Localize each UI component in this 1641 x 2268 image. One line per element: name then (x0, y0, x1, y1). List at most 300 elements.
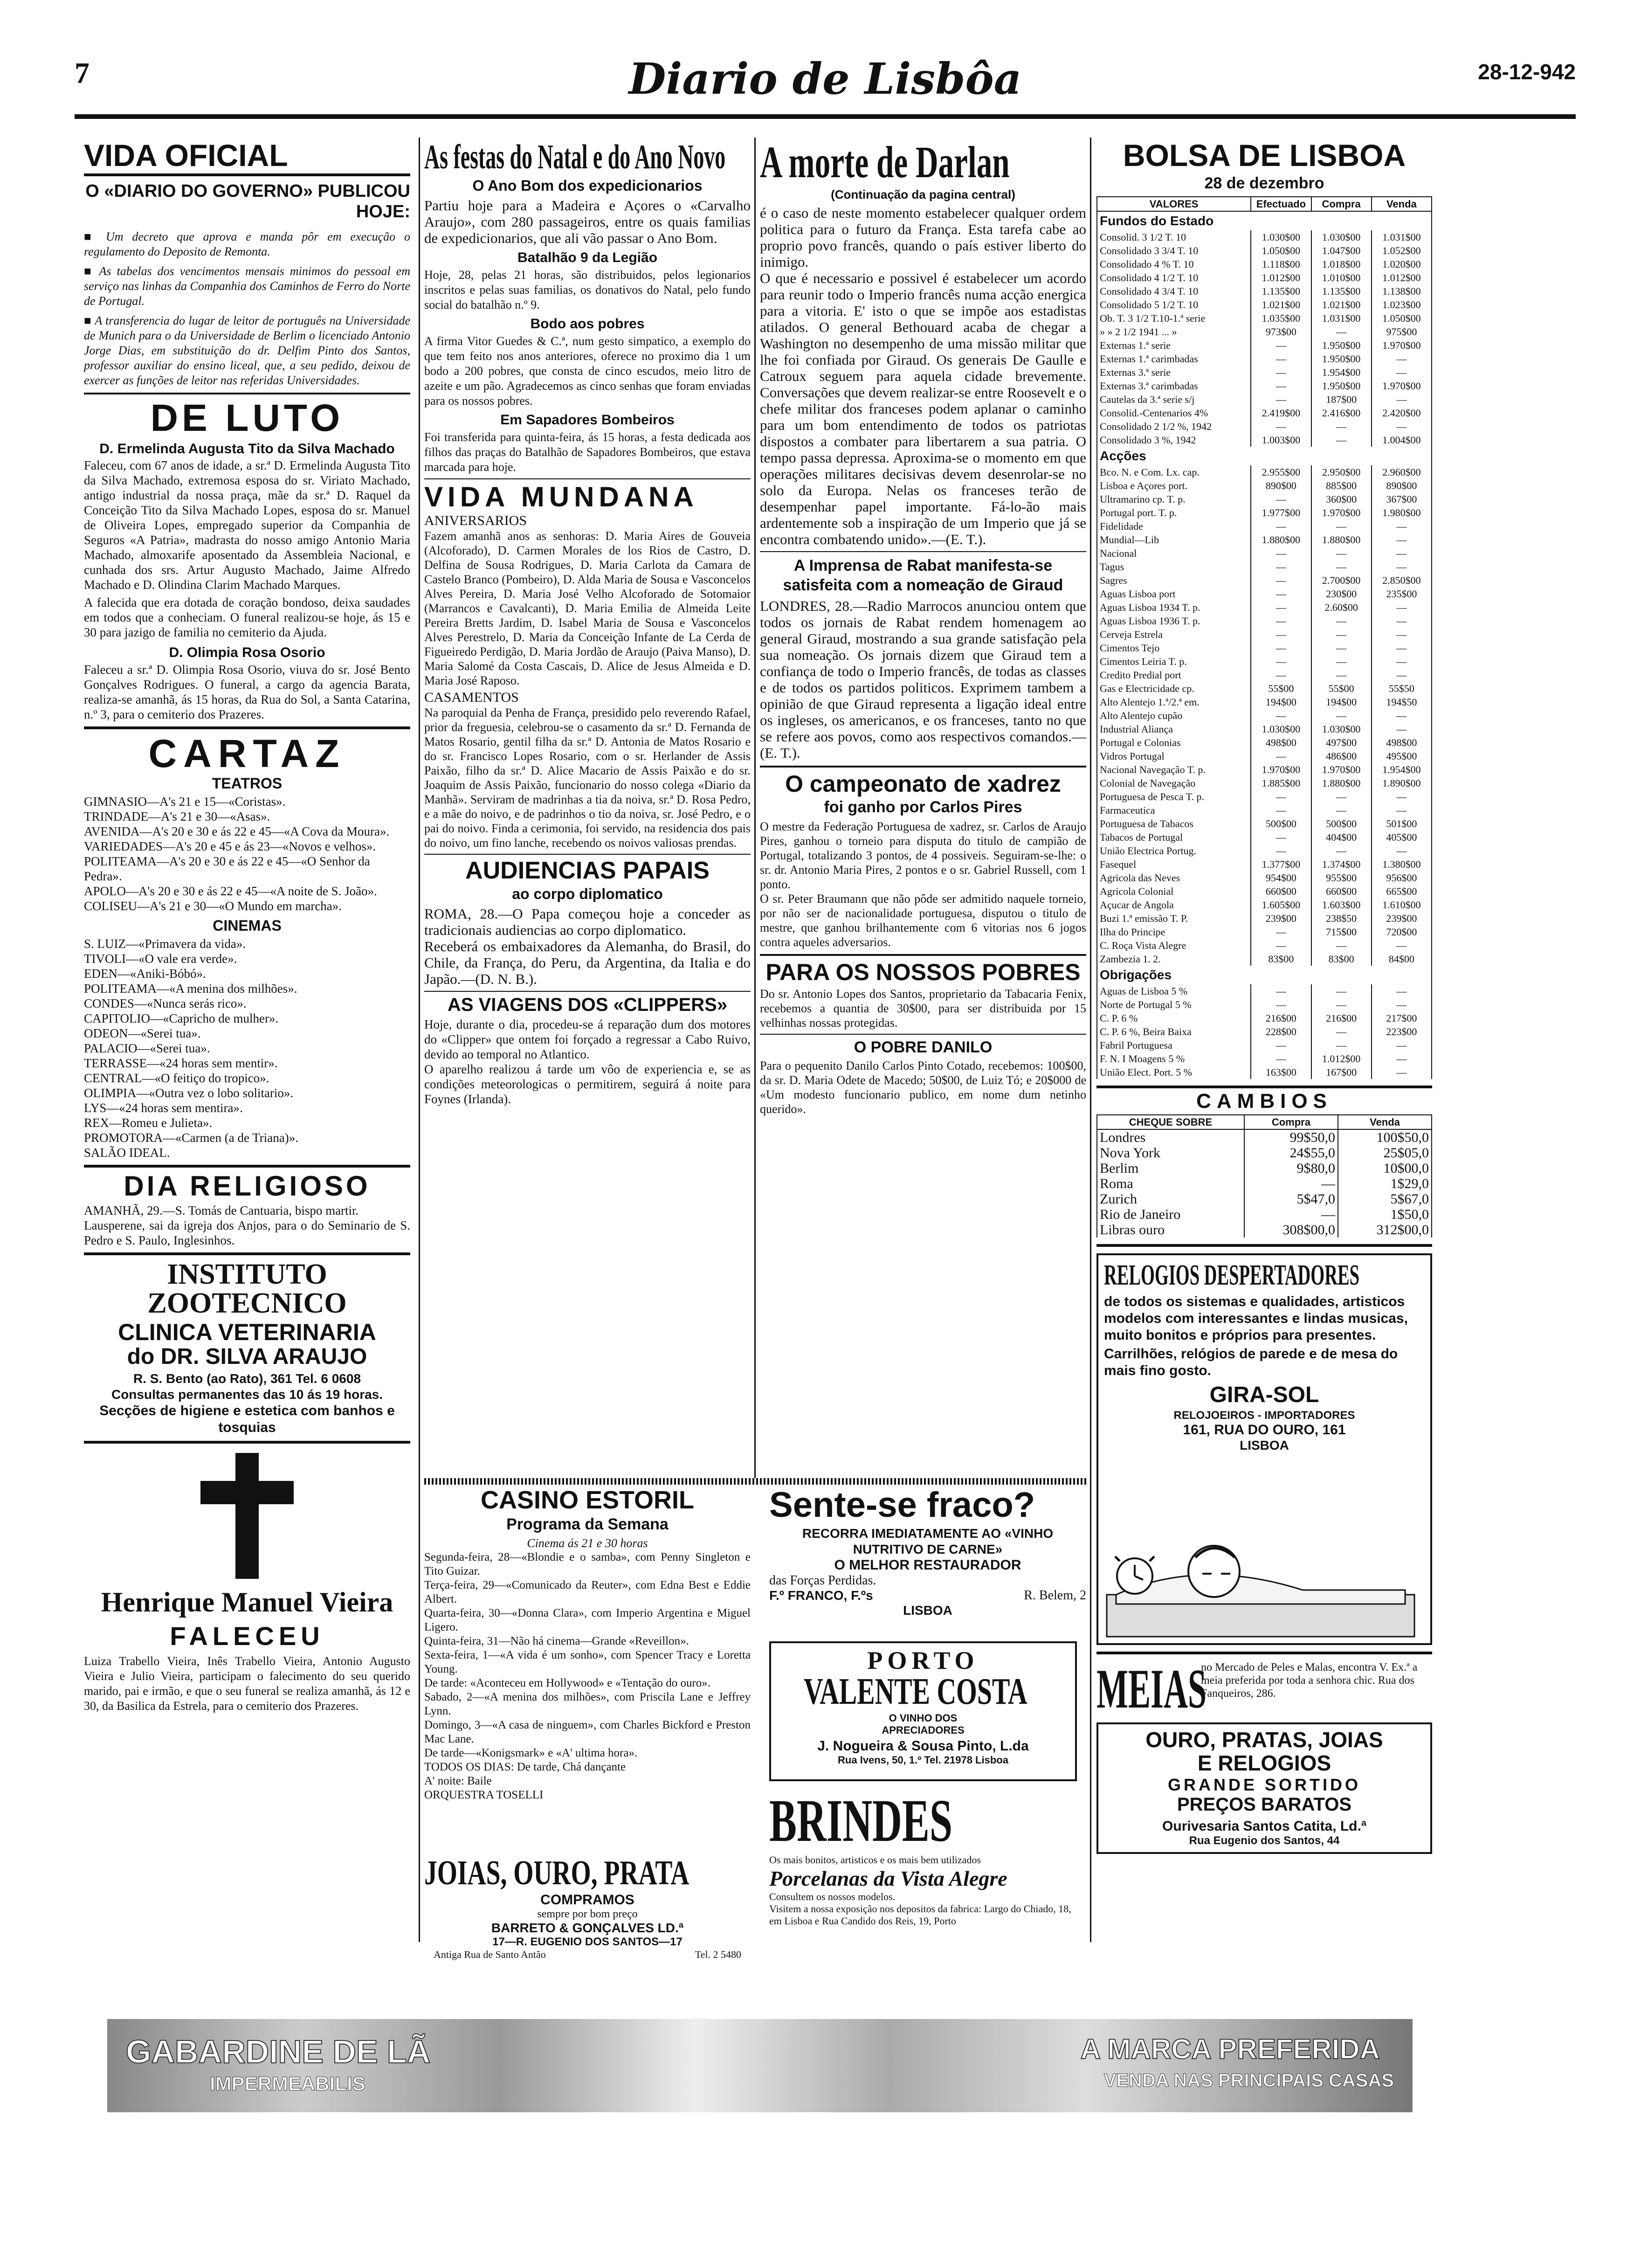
table-row (1097, 844, 1432, 857)
table-row (1097, 682, 1432, 695)
security-name: Nacional Navegação T. p. (1097, 763, 1251, 776)
price-cell: 55$00 (1251, 682, 1311, 695)
list-item: AVENIDA—A's 20 e 30 e ás 22 e 45—«A Cova da Moura». (84, 824, 390, 838)
rate-cell: 5$47,0 (1244, 1191, 1338, 1207)
ouro-ad (1096, 1722, 1432, 1854)
table-row (1097, 379, 1432, 393)
security-name: Tabacos de Portugal (1097, 830, 1251, 844)
table-row (1097, 479, 1432, 492)
newspaper-title: Diario de Lisbôa (628, 54, 1022, 104)
price-cell: 223$00 (1372, 1025, 1432, 1038)
rate-cell: 308$00,0 (1244, 1222, 1338, 1238)
price-cell: — (1372, 519, 1432, 533)
security-name: Consolidado 2 1/2 %, 1942 (1097, 420, 1251, 433)
price-cell: — (1251, 925, 1311, 939)
banner-text: VENDA NAS PRINCIPAIS CASAS (1103, 2070, 1394, 2091)
obituary-name: D. Ermelinda Augusta Tito da Silva Machado (99, 441, 395, 456)
price-cell: 1.970$00 (1372, 339, 1432, 352)
column-header: Compra (1244, 1115, 1338, 1129)
issue-date: 28-12-942 (1478, 60, 1576, 84)
price-cell: — (1251, 519, 1311, 533)
price-cell: — (1311, 1025, 1372, 1038)
security-name: Fidelidade (1097, 519, 1251, 533)
brindes-ad (769, 1787, 1086, 1949)
body-text: O mestre da Federação Portuguesa de xadrez, sr. Carlos de Araujo Pires, ganhou o torneio para disputa do titulo de campião de Portugal, totalizando 3 pontos, de 4 possiveis. Seguiram-se-lhe: o sr. dr. Antonio Maria Pires, 2 pontos e o sr. Gabriel Russell, com 1 ponto. (760, 820, 1086, 891)
body-text: O sr. Peter Braumann que não pôde ser admitido naquele torneio, por não ser de nacionalidade portuguesa, disputou o titulo de mestre, que ganhou brilhantemente com 6 vitorias nos 6 jogos contra aqueles adversarios. (760, 892, 1086, 949)
table-row (1097, 898, 1432, 912)
price-cell: 1.021$00 (1251, 298, 1311, 311)
table-row (1097, 803, 1432, 817)
price-cell: — (1372, 1038, 1432, 1052)
security-name: Alto Alentejo 1.ª/2.ª em. (1097, 695, 1251, 709)
section-subtitle: Em Sapadores Bombeiros (500, 412, 675, 428)
column-header: CHEQUE SOBRE (1097, 1115, 1244, 1129)
sleeping-man-illustration (1107, 1520, 1414, 1637)
list-item: Quinta-feira, 31—Não há cinema—Grande «Reveillon». (424, 1635, 689, 1647)
table-row (1097, 871, 1432, 885)
table-row (1097, 492, 1432, 506)
price-cell: — (1251, 830, 1311, 844)
price-cell: — (1311, 614, 1372, 628)
xadrez-section (760, 772, 1086, 949)
list-item: ■ Um decreto que aprova e manda pôr em execução o regulamento do Deposito de Remonta. (84, 230, 410, 258)
price-cell: — (1251, 749, 1311, 763)
table-row (1097, 284, 1432, 298)
security-name: Aguas Lisboa 1934 T. p. (1097, 601, 1251, 614)
price-cell: 1.020$00 (1372, 257, 1432, 271)
security-name: Consolidado 5 1/2 T. 10 (1097, 298, 1251, 311)
price-cell: — (1372, 546, 1432, 560)
price-cell: 194$50 (1372, 695, 1432, 709)
ad-address (769, 1588, 1086, 1603)
table-row (1097, 244, 1432, 257)
list-item: CENTRAL—«O feitiço do tropico». (84, 1071, 269, 1085)
price-cell: 890$00 (1251, 479, 1311, 492)
price-cell: 216$00 (1251, 1011, 1311, 1025)
security-name: Portugal e Colonias (1097, 736, 1251, 749)
price-cell: 955$00 (1311, 871, 1372, 885)
subheading: ANIVERSARIOS (424, 513, 527, 528)
price-cell: 1.030$00 (1311, 230, 1372, 244)
price-cell: — (1251, 614, 1311, 628)
price-cell: 885$00 (1311, 479, 1372, 492)
darlan-section (760, 137, 1086, 547)
ad-title: JOIAS, OURO, PRATA (424, 1854, 689, 1892)
price-cell: 1.970$00 (1311, 506, 1372, 519)
table-row (1097, 857, 1432, 871)
price-cell: 1.030$00 (1251, 722, 1311, 736)
section-title: A morte de Darlan (760, 137, 1010, 187)
column-divider (754, 138, 756, 1480)
vida-oficial-section (84, 140, 410, 388)
price-cell: 1.605$00 (1251, 898, 1311, 912)
section-subtitle: Bodo aos pobres (530, 316, 645, 332)
section-title: BOLSA DE LISBOA (1123, 138, 1406, 173)
bolsa-table (1096, 196, 1432, 1079)
table-row (1097, 817, 1432, 830)
security-name: Industrial Aliança (1097, 722, 1251, 736)
price-cell: 1.012$00 (1372, 271, 1432, 284)
price-cell: — (1372, 984, 1432, 998)
price-cell: — (1311, 325, 1372, 339)
ad-line: Consultas permanentes das 10 ás 19 horas. (111, 1387, 383, 1402)
price-cell: — (1372, 352, 1432, 366)
price-cell: — (1251, 352, 1311, 366)
price-cell: 1.377$00 (1251, 857, 1311, 871)
price-cell: — (1251, 803, 1311, 817)
price-cell: 1.012$00 (1311, 1052, 1372, 1065)
table-row (1097, 506, 1432, 519)
price-cell: 360$00 (1311, 492, 1372, 506)
currency-name: Roma (1097, 1176, 1244, 1191)
price-cell: — (1251, 628, 1311, 641)
price-cell: 1.885$00 (1251, 776, 1311, 790)
price-cell: 1.047$00 (1311, 244, 1372, 257)
list-item: TERRASSE—«24 horas sem mentir». (84, 1056, 278, 1070)
price-cell: 1.610$00 (1372, 898, 1432, 912)
price-cell: — (1251, 998, 1311, 1011)
price-cell: — (1311, 803, 1372, 817)
ad-line: LISBOA (903, 1603, 952, 1618)
section-subtitle: foi ganho por Carlos Pires (824, 798, 1022, 816)
joias-ad (424, 1854, 751, 1960)
section-title: AS VIAGENS DOS «CLIPPERS» (447, 995, 728, 1015)
section-subtitle: 28 de dezembro (1204, 174, 1324, 192)
security-name: Fasequel (1097, 857, 1251, 871)
list-item: TRINDADE—A's 21 e 30—«Asas». (84, 809, 270, 823)
table-row (1097, 749, 1432, 763)
price-cell: 498$00 (1372, 736, 1432, 749)
price-cell: 501$00 (1372, 817, 1432, 830)
column-3 (760, 137, 1086, 1483)
list-item: VARIEDADES—A's 20 e 45 e ás 23—«Novos e velhos». (84, 839, 376, 853)
section-title: PARA OS NOSSOS POBRES (765, 959, 1081, 985)
body-text: Fazem amanhã anos as senhoras: D. Maria Aires de Gouveia (Alcoforado), D. Carmen Morales de los Rios de Castro, D. Delfina de Sousa Rodrigues, D. Maria Carlota da Camara de Castelo Branco (Pombeiro), D. Alda Maria de Sousa e Vasconcelos Alves Pereira, D. Maria José Velho Alcoforado de Sotomaior (Marrancos e Cavalcanti), D. Maria Emilia de Almeida Leite Pereira Bretts Jardim, D. Isabel Maria de Sousa e Vasconcelos Alves Perestrelo, D. Maria da Conceição Infante de La Cerda de Figueiredo Perdigão, D. Maria Jordão de Araujo (Paiva Manso), D. Maria Salomé da Costa Cascais, D. Alice de Jesus Almeida e D. Maria José Raposo. (424, 529, 751, 687)
banner-text: A MARCA PREFERIDA (1080, 2033, 1380, 2065)
table-row (1097, 560, 1432, 574)
security-name: Agricola Colonial (1097, 885, 1251, 898)
price-cell: 1.030$00 (1251, 230, 1311, 244)
price-cell: 2.955$00 (1251, 465, 1311, 479)
obituary-text: Faleceu a sr.ª D. Olimpia Rosa Osorio, viuva do sr. José Bento Gonçalves Rodrigues. O funeral, a cargo da agencia Barata, realiza-se amanhã, ás 15 horas, da Rua do Sol, a Santa Catarina, n.º 3, para o cemiterio dos Prazeres. (84, 663, 410, 721)
column-header: Compra (1311, 197, 1372, 211)
obituary-text: A falecida que era dotada de coração bondoso, deixa saudades em todos que a conheciam. O funeral realizou-se hoje, ás 15 e 30 para jazigo de familia no cemiterio da Ajuda. (84, 595, 410, 639)
price-cell: 1.890$00 (1372, 776, 1432, 790)
price-cell: — (1251, 339, 1311, 352)
column-header: Efectuado (1251, 197, 1311, 211)
teatros-heading: TEATROS (212, 775, 283, 792)
fraco-ad (769, 1487, 1086, 1637)
price-cell: 1.954$00 (1311, 366, 1372, 379)
security-name: Bco. N. e Com. Lx. cap. (1097, 465, 1251, 479)
price-cell: 217$00 (1372, 1011, 1432, 1025)
obituary-text: Faleceu, com 67 anos de idade, a sr.ª D. Ermelinda Augusta Tito da Silva Machado, extremosa esposa do sr. Viriato Machado, antigo industrial da nossa praça, mãe da sr.ª D. Raquel da Conceição Tito da Silva Machado Lopes, esposa do sr. Manuel de Oliveira Lopes, empregado superior da Companhia de Seguros «A Patria», madrasta do nosso amigo Antonio Maria Machado, almoxarife aposentado da Assembleia Nacional, e cunhada dos srs. Artur Augusto Machado, Jaime Alfredo Machado e D. Olindina Clarim Machado Marques. (84, 458, 410, 592)
porto-ad (769, 1641, 1077, 1781)
ads-divider (424, 1478, 1086, 1485)
cross-icon (200, 1453, 294, 1579)
table-row (1097, 776, 1432, 790)
price-cell: 715$00 (1311, 925, 1372, 939)
ad-line: Carrilhões, relógios de parede e de mesa do mais fino gosto. (1104, 1346, 1398, 1378)
list-item: REX—Romeu e Julieta». (84, 1116, 213, 1130)
table-row (1097, 763, 1432, 776)
section-subtitle: (Continuação da pagina central) (831, 187, 1015, 201)
currency-name: Londres (1097, 1129, 1244, 1145)
security-name: Consolidado 3 %, 1942 (1097, 433, 1251, 447)
ad-line: GRANDE SORTIDO (1167, 1775, 1361, 1794)
table-row (1097, 641, 1432, 655)
ad-line: RECORRA IMEDIATAMENTE AO «VINHO NUTRITIVO DE CARNE» (802, 1526, 1054, 1556)
ad-line: RELOJOEIROS - IMPORTADORES (1173, 1409, 1355, 1422)
list-item: ■ As tabelas dos vencimentos mensais minimos do pessoal em serviço nas linhas da Companhia dos Caminhos de Ferro do Norte de Portugal. (84, 264, 411, 308)
rate-cell: 5$67,0 (1338, 1191, 1432, 1207)
subheading: CASAMENTOS (424, 690, 519, 705)
price-cell: 238$50 (1311, 912, 1372, 925)
ad-line: sempre por bom preço (537, 1908, 638, 1920)
price-cell: 1.012$00 (1251, 271, 1311, 284)
currency-name: Zurich (1097, 1191, 1244, 1207)
ad-line: R. Belem, 2 (1024, 1588, 1086, 1603)
ad-line: LISBOA (1240, 1438, 1289, 1452)
ad-subtitle: Programa da Semana (506, 1515, 669, 1533)
section-subtitle: Batalhão 9 da Legião (517, 250, 658, 265)
price-cell: 1.023$00 (1372, 298, 1432, 311)
price-cell: — (1251, 844, 1311, 857)
price-cell: — (1251, 790, 1311, 803)
price-cell: — (1311, 655, 1372, 668)
price-cell: — (1372, 366, 1432, 379)
security-name: Consolid.-Centenarios 4% (1097, 406, 1251, 420)
price-cell: — (1372, 939, 1432, 952)
ad-line: Antiga Rua de Santo Antão (434, 1949, 546, 1960)
table-row (1097, 352, 1432, 366)
price-cell: 216$00 (1311, 1011, 1372, 1025)
price-cell: 1.970$00 (1372, 379, 1432, 393)
cinemas-heading: CINEMAS (213, 917, 282, 934)
price-cell: — (1251, 393, 1311, 406)
body-text: Luiza Trabello Vieira, Inês Trabello Vieira, Antonio Augusto Vieira e Julio Vieira, participam o falecimento do seu querido marido, pai e irmão, e que o seu funeral se realiza amanhã, ás 12 e 30, da Basilica da Estrela, para o cemiterio dos Prazeres. (84, 1654, 410, 1713)
price-cell: — (1311, 939, 1372, 952)
price-cell: 1.031$00 (1372, 230, 1432, 244)
price-cell: — (1251, 1052, 1311, 1065)
section-title: O POBRE DANILO (854, 1038, 993, 1056)
ad-line: Tel. 2 5480 (695, 1949, 741, 1960)
column-header: VALORES (1097, 197, 1251, 211)
price-cell: — (1251, 668, 1311, 682)
security-name: Portuguesa de Tabacos (1097, 817, 1251, 830)
price-cell: — (1311, 433, 1372, 447)
price-cell: 1.030$00 (1311, 722, 1372, 736)
price-cell: 1.003$00 (1251, 433, 1311, 447)
body-text: Receberá os embaixadores da Alemanha, do Brasil, do Chile, da França, do Peru, da Argentina, da Italia e do Japão.—(D. N. B.). (424, 938, 751, 987)
table-row (1097, 736, 1432, 749)
list-item: EDEN—«Aniki-Bóbó». (84, 967, 206, 981)
price-cell: 720$00 (1372, 925, 1432, 939)
ad-footer-line (424, 1949, 751, 1961)
table-row (1097, 1191, 1432, 1207)
security-name: Farmaceutica (1097, 803, 1251, 817)
currency-name: Libras ouro (1097, 1222, 1244, 1238)
security-name: Sagres (1097, 574, 1251, 587)
price-cell: 1.050$00 (1372, 311, 1432, 325)
banner-text: GABARDINE DE LÃ (126, 2033, 431, 2070)
body-text: Lausperene, sai da igreja dos Anjos, para o do Seminario de S. Pedro e S. Paulo, Inglesinhos. (84, 1218, 410, 1247)
table-row (1097, 1176, 1432, 1191)
security-name: Buzi 1.ª emissão T. P. (1097, 912, 1251, 925)
casino-program (424, 1550, 751, 1802)
price-cell: — (1311, 641, 1372, 655)
price-cell: — (1251, 984, 1311, 998)
price-cell: — (1372, 420, 1432, 433)
price-cell: — (1372, 655, 1432, 668)
table-row (1097, 298, 1432, 311)
ad-line: COMPRAMOS (540, 1892, 634, 1908)
danilo-section (760, 1038, 1086, 1116)
price-cell: 1.950$00 (1311, 352, 1372, 366)
body-text: Do sr. Antonio Lopes dos Santos, proprietario da Tabacaria Fenix, recebemos a quantia de 30$00, para ser distribuida por 15 velhinhas nossas protegidas. (760, 987, 1086, 1030)
list-item: COLISEU—A's 21 e 30—«O Mundo em marcha». (84, 899, 342, 913)
price-cell: — (1311, 668, 1372, 682)
ad-line: Rua Ivens, 50, 1.º Tel. 21978 Lisboa (838, 1754, 1008, 1766)
masthead-rule (75, 114, 1576, 119)
table-row (1097, 1065, 1432, 1079)
rate-cell: 312$00,0 (1338, 1222, 1432, 1238)
section-title: VIDA MUNDANA (424, 481, 698, 512)
section-title: O campeonato de xadrez (785, 771, 1061, 797)
ad-line: Secções de higiene e estetica com banhos e tosquias (99, 1403, 395, 1435)
price-cell: — (1251, 939, 1311, 952)
price-cell: 235$00 (1372, 587, 1432, 601)
column-divider (1090, 138, 1091, 1942)
security-name: Vidros Portugal (1097, 749, 1251, 763)
column-1 (84, 140, 410, 1949)
relogios-ad (1096, 1253, 1432, 1645)
security-name: Mundial—Lib (1097, 533, 1251, 546)
ad-title: Sente-se fraco? (769, 1485, 1035, 1525)
body-text: Para o pequenito Danilo Carlos Pinto Cotado, recebemos: 100$00, da sr. D. Maria Odete de Macedo; 50$00, de Luiz Tó; e 20$000 de «Um modesto funcionario publico, em nome dum netinho querido». (760, 1059, 1086, 1116)
price-cell: — (1372, 533, 1432, 546)
price-cell: — (1311, 790, 1372, 803)
dia-religioso-section (84, 1172, 410, 1248)
price-cell: 1.118$00 (1251, 257, 1311, 271)
price-cell: 497$00 (1311, 736, 1372, 749)
security-name: Portugal port. T. p. (1097, 506, 1251, 519)
ad-line: PREÇOS BARATOS (1177, 1794, 1352, 1815)
ad-line: das Forças Perdidas. (769, 1573, 876, 1588)
table-section-row (1097, 447, 1432, 465)
list-item: CONDES—«Nunca serás rico». (84, 996, 247, 1010)
table-section-row (1097, 966, 1432, 984)
price-cell: 1.880$00 (1311, 533, 1372, 546)
list-item: TIVOLI—«O vale era verde». (84, 952, 237, 966)
table-row (1097, 925, 1432, 939)
masthead (75, 54, 1576, 114)
list-item: Domingo, 3—«A casa de ninguem», com Charles Bickford e Preston Mac Lane. (424, 1719, 751, 1745)
price-cell: — (1251, 587, 1311, 601)
security-name: Agricola das Neves (1097, 871, 1251, 885)
list-item: Sexta-feira, 1—«A vida é um sonho», com Spencer Tracy e Loretta Young. (424, 1649, 751, 1675)
table-row (1097, 998, 1432, 1011)
table-row (1097, 1145, 1432, 1161)
price-cell: 890$00 (1372, 479, 1432, 492)
price-cell: 954$00 (1251, 871, 1311, 885)
price-cell: — (1251, 366, 1311, 379)
deceased-status: FALECEU (170, 1621, 324, 1651)
security-name: União Elect. Port. 5 % (1097, 1065, 1251, 1079)
table-row (1097, 1038, 1432, 1052)
security-name: Aguas Lisboa port (1097, 587, 1251, 601)
ad-brand: VALENTE COSTA (804, 1671, 1027, 1712)
table-row (1097, 574, 1432, 587)
section-subtitle: O «DIARIO DO GOVERNO» PUBLICOU HOJE: (85, 181, 410, 221)
security-name: Externas 1.ª carimbadas (1097, 352, 1251, 366)
body-text: AMANHÃ, 29.—S. Tomás de Cantuaria, bispo martir. (84, 1203, 359, 1217)
rate-cell: 25$05,0 (1338, 1145, 1432, 1161)
price-cell: 660$00 (1251, 885, 1311, 898)
table-row (1097, 1129, 1432, 1145)
section-title: DIA RELIGIOSO (124, 1170, 371, 1202)
table-row (1097, 366, 1432, 379)
table-row (1097, 912, 1432, 925)
price-cell: 1.138$00 (1372, 284, 1432, 298)
price-cell: 1.374$00 (1311, 857, 1372, 871)
price-cell: — (1251, 492, 1311, 506)
section-heading: Fundos do Estado (1097, 211, 1432, 230)
price-cell: 194$00 (1251, 695, 1311, 709)
price-cell: — (1372, 614, 1432, 628)
list-item: Quarta-feira, 30—«Donna Clara», com Imperio Argentina e Miguel Ligero. (424, 1607, 751, 1633)
column-header: Venda (1338, 1115, 1432, 1129)
body-text: O aparelho realizou á tarde um vôo de experiencia e, se as condições meteorologicas o permitirem, seguirá á noite para Foynes (Irlanda). (424, 1062, 751, 1106)
table-row (1097, 230, 1432, 244)
body-text: é o caso de neste momento estabelecer qualquer ordem politica para o futuro da França. Esta tarefa cabe ao proprio povo francês, quando o país estiver liberto do inimigo. (760, 205, 1086, 270)
price-cell: 1.950$00 (1311, 339, 1372, 352)
price-cell: — (1372, 709, 1432, 722)
price-cell: — (1372, 641, 1432, 655)
security-name: Gas e Electricidade cp. (1097, 682, 1251, 695)
column-header: Venda (1372, 197, 1432, 211)
price-cell: 1.018$00 (1311, 257, 1372, 271)
price-cell: 975$00 (1372, 325, 1432, 339)
security-name: » » 2 1/2 1941 ... » (1097, 325, 1251, 339)
security-name: Ob. T. 3 1/2 T.10-1.ª serie (1097, 311, 1251, 325)
table-row (1097, 1025, 1432, 1038)
section-subtitle: ao corpo diplomatico (512, 885, 663, 902)
security-name: Consolid. 3 1/2 T. 10 (1097, 230, 1251, 244)
list-item: GIMNASIO—A's 21 e 15—«Coristas». (84, 795, 286, 809)
ad-line: O MELHOR RESTAURADOR (834, 1557, 1021, 1573)
security-name: Aguas de Lisboa 5 % (1097, 984, 1251, 998)
ad-line: CLINICA VETERINARIA (118, 1319, 376, 1345)
security-name: Cerveja Estrela (1097, 628, 1251, 641)
price-cell: — (1311, 420, 1372, 433)
security-name: C. Roça Vista Alegre (1097, 939, 1251, 952)
price-cell: — (1372, 803, 1432, 817)
price-cell: 230$00 (1311, 587, 1372, 601)
ad-line: F.º FRANCO, F.ºs (769, 1588, 873, 1603)
rate-cell: 10$00,0 (1338, 1161, 1432, 1176)
list-item: OLIMPIA—«Outra vez o lobo solitario». (84, 1086, 294, 1100)
price-cell: — (1251, 641, 1311, 655)
ad-brand: GIRA-SOL (1209, 1383, 1319, 1407)
table-row (1097, 1011, 1432, 1025)
column-divider (419, 138, 420, 1942)
price-cell: 187$00 (1311, 393, 1372, 406)
table-row (1097, 614, 1432, 628)
price-cell: 2.419$00 (1251, 406, 1311, 420)
currency-name: Nova York (1097, 1145, 1244, 1161)
security-name: Norte de Portugal 5 % (1097, 998, 1251, 1011)
